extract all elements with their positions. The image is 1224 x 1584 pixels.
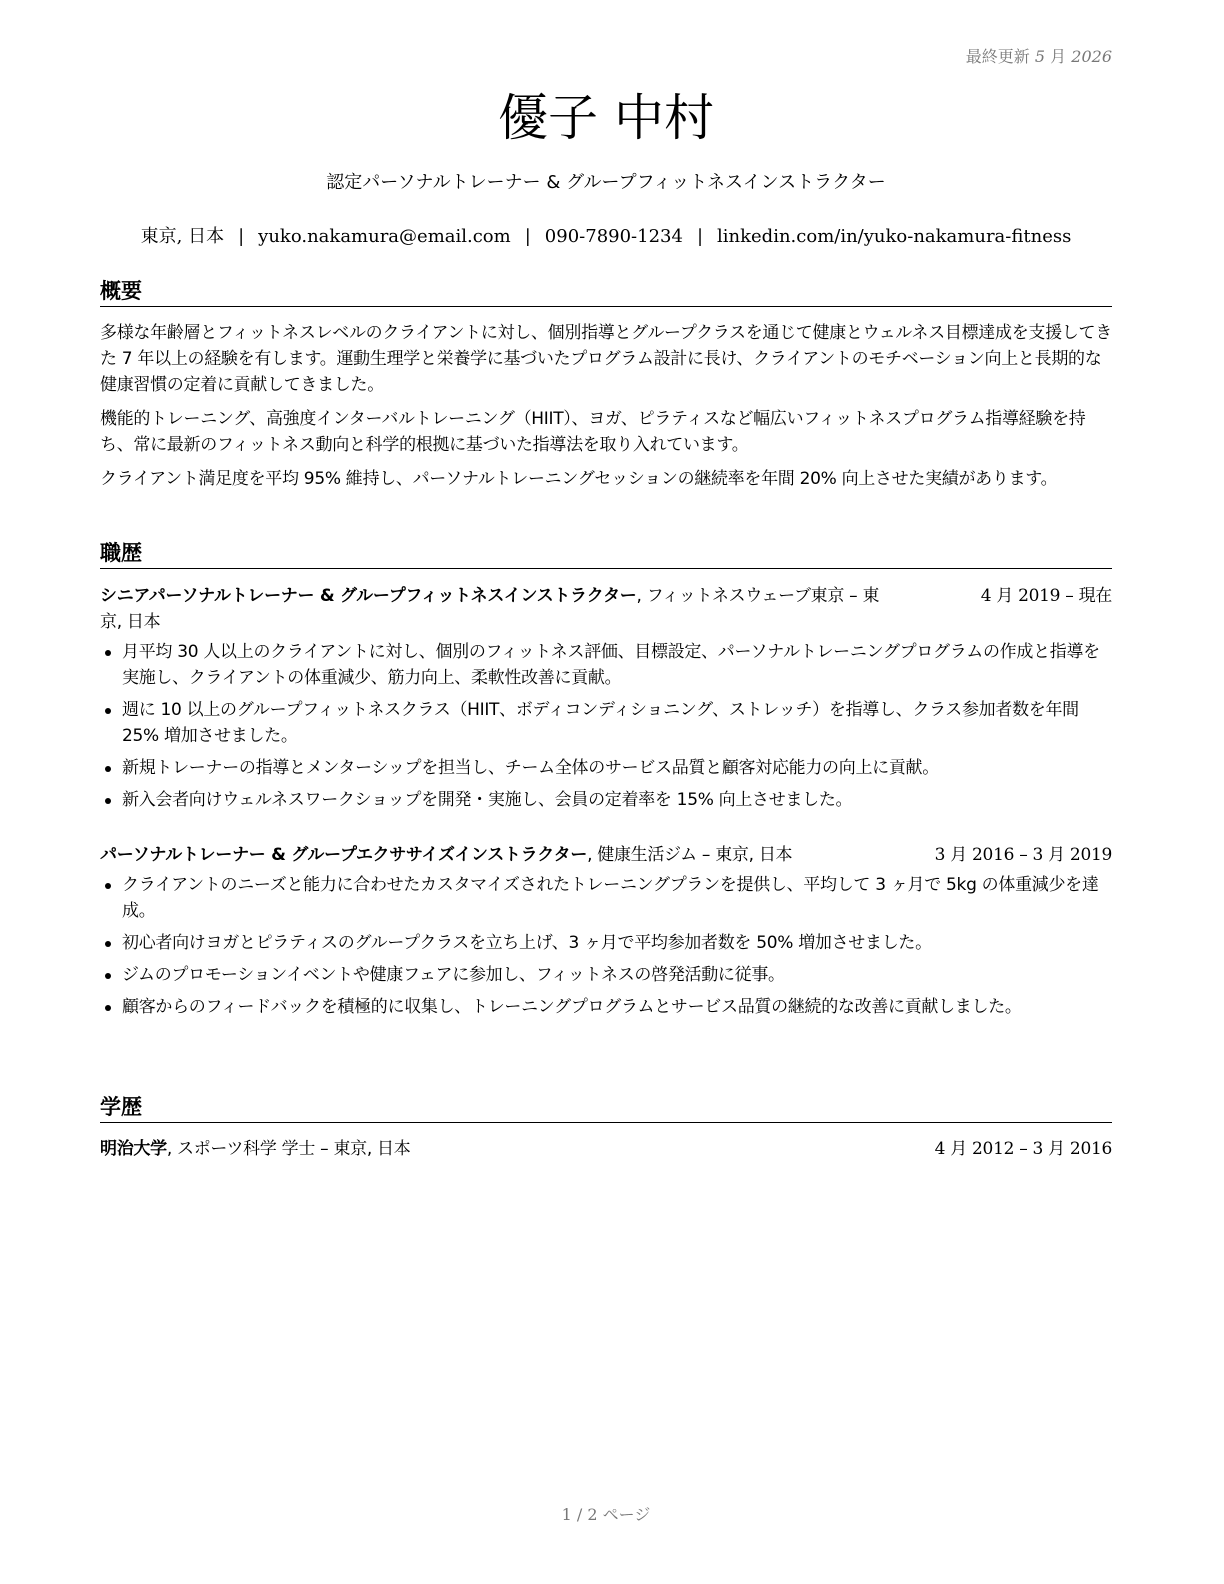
contact-separator: | [238,226,245,247]
contact-separator: | [696,226,704,247]
list-item: 新規トレーナーの指導とメンターシップを担当し、チーム全体のサービス品質と顧客対応能力の向上に貢献。 [100,755,1112,781]
job-dates: 3 月 2016 – 3 月 2019 [934,845,1112,865]
contact-separator: | [524,226,531,247]
summary-paragraph: 機能的トレーニング、高強度インターバルトレーニング（HIIT）、ヨガ、ピラティスなど幅広いフィットネスプログラム指導経験を持ち、常に最新のフィットネス動向と科学的根拠に基づいた指導法を取り入れています。 [100,409,1086,455]
last-updated-month-unit: 月 [1050,47,1067,66]
job-bullets [100,639,1112,813]
education-entry [100,1136,1112,1162]
contact-line [100,224,1112,250]
job-dates: 4 月 2019 – 現在 [980,586,1112,606]
list-item: 週に 10 以上のグループフィットネスクラス（HIIT、ボディコンディショニング、ストレッチ）を指導し、クラス参加者数を年間 25% 増加させました。 [100,697,1112,749]
school-name: 明治大学 [100,1139,167,1159]
degree-detail: , スポーツ科学 学士 – 東京, 日本 [166,1139,411,1159]
job-entry [100,583,1112,819]
candidate-title: 認定パーソナルトレーナー & グループフィットネスインストラクター [326,172,886,193]
job-bullets [100,872,1112,1020]
last-updated-label: 最終更新 [965,47,1030,66]
list-item: 新入会者向けウェルネスワークショップを開発・実施し、会員の定着率を 15% 向上させました。 [100,787,1112,813]
job-entry [100,842,1112,1026]
summary-paragraph: クライアント満足度を平均 95% 維持し、パーソナルトレーニングセッションの継続率を年間 20% 向上させた実績があります。 [100,469,1058,489]
resume-page [100,0,1112,1584]
experience-heading: 職歴 [100,540,1112,569]
last-updated [966,44,1112,67]
summary-section [100,320,1112,500]
contact-email[interactable]: yuko.nakamura@email.com [258,226,511,247]
job-header [100,842,1112,868]
contact-location: 東京, 日本 [140,226,225,247]
summary-paragraph: 多様な年齢層とフィットネスレベルのクライアントに対し、個別指導とグループクラスを通じて健康とウェルネス目標達成を支援してきた 7 年以上の経験を有します。運動生理学と栄養学に基づいたプログラム設計に長け、クライアントのモチベーション向上と長期的な健康習慣の定着に貢献してきました。 [100,323,1112,395]
page-number: 1 / 2 ページ [561,1505,651,1524]
list-item: 顧客からのフィードバックを積極的に収集し、トレーニングプログラムとサービス品質の継続的な改善に貢献しました。 [100,994,1112,1020]
last-updated-month: 5 [1034,47,1046,66]
list-item: クライアントのニーズと能力に合わせたカスタマイズされたトレーニングプランを提供し、平均して 3 ヶ月で 5kg の体重減少を達成。 [100,872,1112,924]
contact-linkedin[interactable]: linkedin.com/in/yuko-nakamura-fitness [717,226,1072,247]
job-header [100,583,1112,635]
education-header [100,1136,1112,1162]
candidate-name: 優子 中村 [498,89,714,147]
job-role: パーソナルトレーナー & グループエクササイズインストラクター [100,845,588,865]
job-org: , 健康生活ジム – 東京, 日本 [587,845,793,865]
education-dates: 4 月 2012 – 3 月 2016 [934,1139,1112,1159]
contact-phone[interactable]: 090-7890-1234 [544,226,683,247]
job-role: シニアパーソナルトレーナー & グループフィットネスインストラクター [100,586,637,606]
education-heading: 学歴 [100,1094,1112,1123]
list-item: ジムのプロモーションイベントや健康フェアに参加し、フィットネスの啓発活動に従事。 [100,962,1112,988]
list-item: 初心者向けヨガとピラティスのグループクラスを立ち上げ、3 ヶ月で平均参加者数を 50% 増加させました。 [100,930,1112,956]
job-org: , フィットネスウェーブ東京 – 東京, 日本 [100,586,880,632]
summary-heading: 概要 [100,278,1112,307]
last-updated-year: 2026 [1071,47,1112,66]
list-item: 月平均 30 人以上のクライアントに対し、個別のフィットネス評価、目標設定、パーソナルトレーニングプログラムの作成と指導を実施し、クライアントの体重減少、筋力向上、柔軟性改善に貢献。 [100,639,1112,691]
